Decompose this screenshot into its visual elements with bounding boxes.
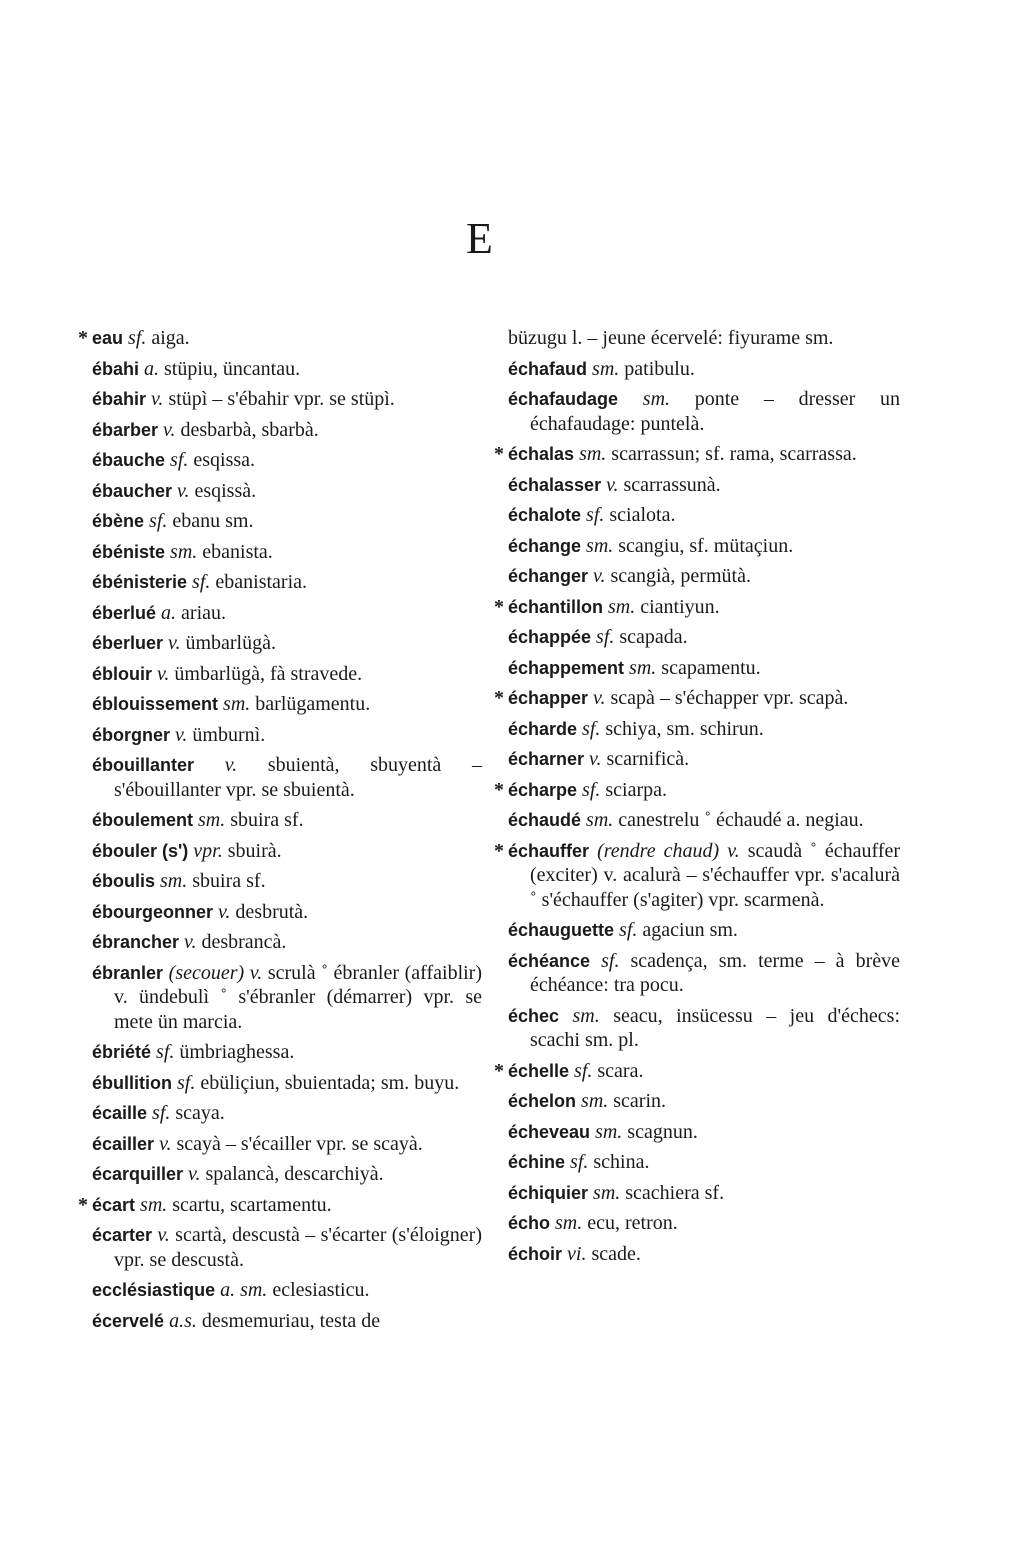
entry-grammar: v.	[177, 479, 190, 502]
entry-grammar: sm.	[170, 540, 198, 563]
entry-definition: scarnificà.	[606, 748, 690, 770]
dictionary-entry	[92, 570, 482, 595]
entry-grammar: v.	[151, 388, 164, 410]
entry-grammar: sm.	[160, 870, 188, 892]
entry-definition: ariau.	[181, 601, 227, 624]
entry-definition: canestrelu ˚ échaudé a. negiau.	[618, 809, 864, 831]
entry-headword: ébouler (s')	[92, 840, 189, 861]
entry-definition: scaya.	[175, 1102, 225, 1124]
entry-definition: agaciun sm.	[642, 919, 738, 941]
entry-definition: scangià, permütà.	[610, 565, 751, 587]
dictionary-entry	[494, 595, 900, 620]
dictionary-entry	[92, 509, 482, 534]
entry-headword: écharner	[508, 749, 585, 769]
entry-definition: patibulu.	[624, 357, 695, 380]
dictionary-entry	[494, 778, 900, 803]
dictionary-entry	[92, 1309, 482, 1334]
entry-grammar: sm.	[629, 656, 657, 679]
entry-definition: sciarpa.	[605, 778, 668, 801]
dictionary-entry	[508, 1089, 900, 1114]
entry-definition: ebanistaria.	[215, 571, 308, 593]
entry-headword: écho	[508, 1213, 551, 1233]
entry-headword: ébahir	[92, 389, 147, 409]
entry-headword: ébénisterie	[92, 572, 188, 592]
entry-grammar: v.	[184, 931, 197, 953]
entry-headword: ébauche	[92, 450, 166, 470]
dictionary-entry	[508, 808, 900, 833]
entry-headword: ébriété	[92, 1042, 152, 1062]
asterisk-marker: *	[78, 1193, 88, 1216]
entry-definition: sbuirà.	[227, 839, 282, 862]
entry-definition: ebüliçiun, sbuientada; sm. buyu.	[200, 1071, 460, 1094]
entry-grammar: v.	[159, 1132, 172, 1155]
entry-definition: eclesiasticu.	[272, 1279, 370, 1301]
asterisk-marker: *	[494, 778, 504, 801]
entry-definition: desmemuriau, testa de	[201, 1309, 381, 1332]
entry-definition: ebanista.	[202, 540, 273, 563]
asterisk-marker: *	[494, 1059, 504, 1082]
entry-definition: scadença, sm. terme – à brève échéance: tra pocu.	[530, 949, 901, 996]
dictionary-entry	[92, 479, 482, 504]
entry-grammar: sf.	[619, 919, 638, 941]
entry-grammar: sm.	[586, 534, 614, 557]
dictionary-entry	[92, 418, 482, 443]
entry-headword: échelle	[508, 1060, 570, 1081]
dictionary-entry	[92, 961, 482, 1035]
dictionary-entry	[92, 753, 482, 802]
entry-definition: barlügamentu.	[255, 693, 371, 715]
dictionary-entry	[92, 692, 482, 717]
dictionary-entry	[92, 869, 482, 894]
entry-definition: scangiu, sf. mütaçiun.	[618, 534, 794, 557]
dictionary-entry	[92, 1132, 482, 1157]
entry-grammar: vpr.	[193, 839, 223, 862]
entry-definition: desbrancà.	[201, 931, 287, 953]
entry-headword: échoir	[508, 1243, 563, 1264]
dictionary-entry	[92, 601, 482, 626]
entry-headword: échelon	[508, 1091, 577, 1111]
dictionary-entry	[508, 918, 900, 943]
dictionary-entry	[508, 564, 900, 589]
dictionary-entry	[508, 1150, 900, 1175]
entry-grammar: sm.	[140, 1193, 168, 1216]
entry-grammar: sf.	[582, 717, 601, 740]
entry-headword: échec	[508, 1005, 560, 1026]
entry-headword: échange	[508, 535, 582, 556]
entry-definition: ümburnì.	[192, 723, 266, 746]
entry-definition: spalancà, descarchiyà.	[205, 1163, 384, 1185]
entry-headword: éberlué	[92, 602, 157, 623]
entry-grammar: a.	[144, 357, 160, 380]
entry-definition: aiga.	[151, 327, 190, 349]
entry-headword: écarter	[92, 1225, 153, 1245]
entry-definition: ciantiyun.	[640, 595, 720, 618]
entry-headword: échanger	[508, 566, 589, 586]
entry-headword: éberluer	[92, 633, 164, 653]
dictionary-entry	[508, 1004, 900, 1053]
dictionary-entry	[508, 534, 900, 559]
entry-definition: scapada.	[619, 626, 688, 648]
entry-definition: desbrutà.	[235, 900, 309, 923]
entry-definition: sbuira sf.	[192, 870, 266, 892]
dictionary-entry	[508, 1211, 900, 1236]
entry-headword: échaudé	[508, 810, 582, 830]
entry-grammar: v.	[593, 687, 606, 709]
entry-headword: échappement	[508, 657, 625, 678]
entry-grammar: sm.	[595, 1120, 623, 1143]
entry-definition: büzugu l. – jeune écervelé: fiyurame sm.	[508, 327, 834, 349]
entry-grammar: sm.	[198, 809, 226, 831]
entry-grammar: sf.	[596, 626, 615, 648]
dictionary-entry	[508, 747, 900, 772]
entry-grammar: a.s.	[169, 1309, 197, 1332]
entry-grammar: v.	[218, 900, 231, 923]
entry-grammar: sf.	[192, 571, 211, 593]
entry-grammar: sf.	[570, 1151, 589, 1173]
left-column	[78, 326, 483, 1339]
entry-headword: échauguette	[508, 920, 615, 940]
entry-grammar: sf.	[601, 949, 620, 972]
dictionary-entry	[508, 1120, 900, 1145]
dictionary-entry	[508, 357, 900, 382]
entry-headword: échéance	[508, 950, 591, 971]
entry-headword: écheveau	[508, 1121, 591, 1142]
dictionary-entry	[508, 387, 900, 436]
section-letter-heading: E	[466, 214, 494, 263]
entry-definition: sbuientà, sbuyentà – s'ébouillanter vpr. se sbuientà.	[114, 754, 483, 801]
entry-headword: écarquiller	[92, 1164, 184, 1184]
dictionary-entry	[92, 448, 482, 473]
dictionary-entry	[92, 1071, 482, 1096]
dictionary-entry	[494, 686, 900, 711]
entry-grammar: vi.	[567, 1242, 587, 1265]
entry-grammar: (secouer) v.	[168, 961, 263, 984]
entry-grammar: v.	[589, 748, 602, 770]
dictionary-entry	[92, 1040, 482, 1065]
dictionary-entry	[508, 1181, 900, 1206]
entry-grammar: v.	[188, 1163, 201, 1185]
entry-definition: scarrassun; sf. rama, scarrassa.	[611, 443, 857, 465]
entry-grammar: sm.	[608, 595, 636, 618]
entry-grammar: sf.	[586, 504, 605, 526]
entry-grammar: sf.	[128, 327, 147, 349]
dictionary-entry	[92, 839, 482, 864]
entry-headword: éblouir	[92, 663, 153, 684]
dictionary-entry	[92, 1278, 482, 1303]
entry-headword: ébouillanter	[92, 755, 195, 775]
entry-headword: éboulis	[92, 871, 156, 891]
entry-headword: échapper	[508, 688, 589, 708]
entry-headword: écharde	[508, 718, 578, 739]
entry-definition: seacu, insücessu – jeu d'échecs: scachi sm. pl.	[530, 1004, 901, 1051]
entry-grammar: v.	[163, 418, 176, 441]
entry-definition: scialota.	[609, 504, 676, 526]
entry-headword: éborgner	[92, 724, 171, 745]
dictionary-entry	[508, 717, 900, 742]
entry-grammar: v.	[168, 632, 181, 654]
entry-definition: sbuira sf.	[230, 809, 304, 831]
entry-grammar: sm.	[642, 388, 671, 410]
dictionary-entry	[92, 930, 482, 955]
entry-definition: schina.	[593, 1151, 650, 1173]
entry-headword: éboulement	[92, 810, 194, 830]
entry-grammar: sm.	[223, 693, 251, 715]
dictionary-entry	[78, 326, 482, 351]
entry-definition: ponte – dresser un échafaudage: puntelà.	[530, 388, 901, 435]
entry-headword: écaille	[92, 1103, 148, 1123]
entry-headword: ébrancher	[92, 932, 180, 952]
dictionary-entry	[508, 949, 900, 998]
entry-headword: échalote	[508, 505, 582, 525]
entry-grammar: v.	[606, 473, 619, 496]
dictionary-entry	[508, 326, 900, 351]
entry-headword: ébahi	[92, 358, 140, 379]
entry-grammar: sm.	[579, 443, 607, 465]
entry-headword: ébourgeonner	[92, 901, 214, 922]
entry-grammar: a.	[161, 601, 177, 624]
entry-definition: scarin.	[613, 1090, 667, 1112]
dictionary-entry	[92, 808, 482, 833]
entry-grammar: (rendre chaud) v.	[597, 839, 740, 862]
entry-headword: échauffer	[508, 840, 590, 861]
dictionary-entry	[78, 1193, 482, 1218]
dictionary-entry	[92, 1162, 482, 1187]
dictionary-entry	[92, 357, 482, 382]
entry-grammar: sf.	[177, 1071, 196, 1094]
entry-grammar: sf.	[582, 778, 601, 801]
entry-headword: ébaucher	[92, 480, 173, 501]
entry-definition: ecu, retron.	[587, 1212, 678, 1234]
entry-grammar: sm.	[586, 809, 614, 831]
dictionary-entry	[92, 723, 482, 748]
entry-headword: ébéniste	[92, 541, 166, 562]
entry-headword: échine	[508, 1152, 566, 1172]
entry-definition: stüpiu, üncantau.	[164, 357, 301, 380]
entry-headword: ébullition	[92, 1072, 172, 1093]
entry-definition: scartà, descustà – s'écarter (s'éloigner) vpr. se descustà.	[114, 1224, 482, 1271]
dictionary-entry	[508, 625, 900, 650]
entry-definition: scrulà ˚ ébranler (affaiblir) v. ündebulì ˚ s'ébranler (démarrer) vpr. se mete ün marcia.	[114, 961, 482, 1033]
entry-definition: scara.	[597, 1059, 644, 1082]
right-column	[494, 326, 901, 1272]
dictionary-entry	[92, 387, 482, 412]
entry-grammar: sf.	[152, 1102, 171, 1124]
asterisk-marker: *	[494, 687, 504, 709]
entry-grammar: sf.	[574, 1059, 593, 1082]
dictionary-entry	[92, 631, 482, 656]
dictionary-entry	[508, 1242, 900, 1267]
dictionary-entry	[494, 442, 900, 467]
entry-definition: ebanu sm.	[172, 510, 254, 532]
entry-headword: échappée	[508, 627, 592, 647]
entry-definition: esqissà.	[194, 479, 257, 502]
dictionary-entry	[92, 540, 482, 565]
entry-grammar: v.	[157, 662, 170, 685]
entry-definition: scagnun.	[627, 1120, 698, 1143]
entry-definition: scartu, scartamentu.	[172, 1193, 332, 1216]
dictionary-entry	[494, 839, 901, 913]
entry-headword: ébarber	[92, 419, 159, 440]
dictionary-entry	[92, 662, 482, 687]
dictionary-entry	[508, 473, 900, 498]
entry-headword: échiquier	[508, 1182, 589, 1203]
entry-definition: scaudà ˚ échauffer (exciter) v. acalurà – s'échauffer vpr. s'acalurà ˚ s'échauffer (s'agiter) vpr. scarmenà.	[530, 839, 901, 911]
entry-definition: scarrassunà.	[623, 473, 721, 496]
entry-headword: ébranler	[92, 962, 164, 983]
entry-headword: échafaud	[508, 358, 588, 379]
entry-grammar: sf.	[149, 510, 168, 532]
entry-definition: stüpì – s'ébahir vpr. se stüpì.	[168, 388, 395, 410]
entry-headword: éblouissement	[92, 694, 219, 714]
entry-grammar: v.	[157, 1224, 170, 1246]
entry-headword: écervelé	[92, 1310, 165, 1331]
entry-definition: scayà – s'écailler vpr. se scayà.	[176, 1132, 423, 1155]
dictionary-entry	[92, 1223, 482, 1272]
entry-grammar: sm.	[593, 1181, 621, 1204]
dictionary-entry	[508, 503, 900, 528]
entry-grammar: v.	[224, 754, 238, 776]
entry-headword: échalas	[508, 444, 575, 464]
entry-headword: échalasser	[508, 474, 602, 495]
entry-definition: scapamentu.	[661, 656, 761, 679]
dictionary-entry	[92, 1101, 482, 1126]
entry-headword: eau	[92, 328, 124, 348]
entry-definition: scade.	[591, 1242, 641, 1265]
entry-definition: desbarbà, sbarbà.	[180, 418, 319, 441]
asterisk-marker: *	[494, 595, 504, 618]
asterisk-marker: *	[494, 443, 504, 465]
entry-definition: ümbarlügà, fà stravede.	[174, 662, 363, 685]
asterisk-marker: *	[78, 327, 88, 349]
entry-grammar: sf.	[156, 1041, 175, 1063]
entry-grammar: sm.	[581, 1090, 609, 1112]
dictionary-entry	[92, 900, 482, 925]
asterisk-marker: *	[494, 839, 504, 862]
entry-definition: scachiera sf.	[625, 1181, 725, 1204]
entry-definition: ümbriaghessa.	[179, 1041, 295, 1063]
entry-headword: échafaudage	[508, 389, 619, 409]
entry-headword: ecclésiastique	[92, 1280, 216, 1300]
dictionary-entry	[508, 656, 900, 681]
entry-grammar: a. sm.	[220, 1279, 268, 1301]
entry-grammar: sm.	[592, 357, 620, 380]
entry-headword: échantillon	[508, 596, 604, 617]
entry-definition: scapà – s'échapper vpr. scapà.	[610, 687, 849, 709]
entry-headword: écharpe	[508, 779, 578, 800]
entry-grammar: sm.	[572, 1004, 600, 1027]
entry-headword: ébène	[92, 511, 145, 531]
entry-grammar: sm.	[555, 1212, 583, 1234]
entry-headword: écart	[92, 1194, 136, 1215]
entry-definition: ümbarlügà.	[185, 632, 276, 654]
entry-definition: schiya, sm. schirun.	[605, 717, 764, 740]
entry-grammar: sf.	[170, 449, 189, 471]
entry-grammar: v.	[593, 565, 606, 587]
entry-grammar: v.	[175, 723, 188, 746]
entry-definition: esqissa.	[193, 449, 256, 471]
entry-headword: écailler	[92, 1133, 155, 1154]
dictionary-entry	[494, 1059, 900, 1084]
